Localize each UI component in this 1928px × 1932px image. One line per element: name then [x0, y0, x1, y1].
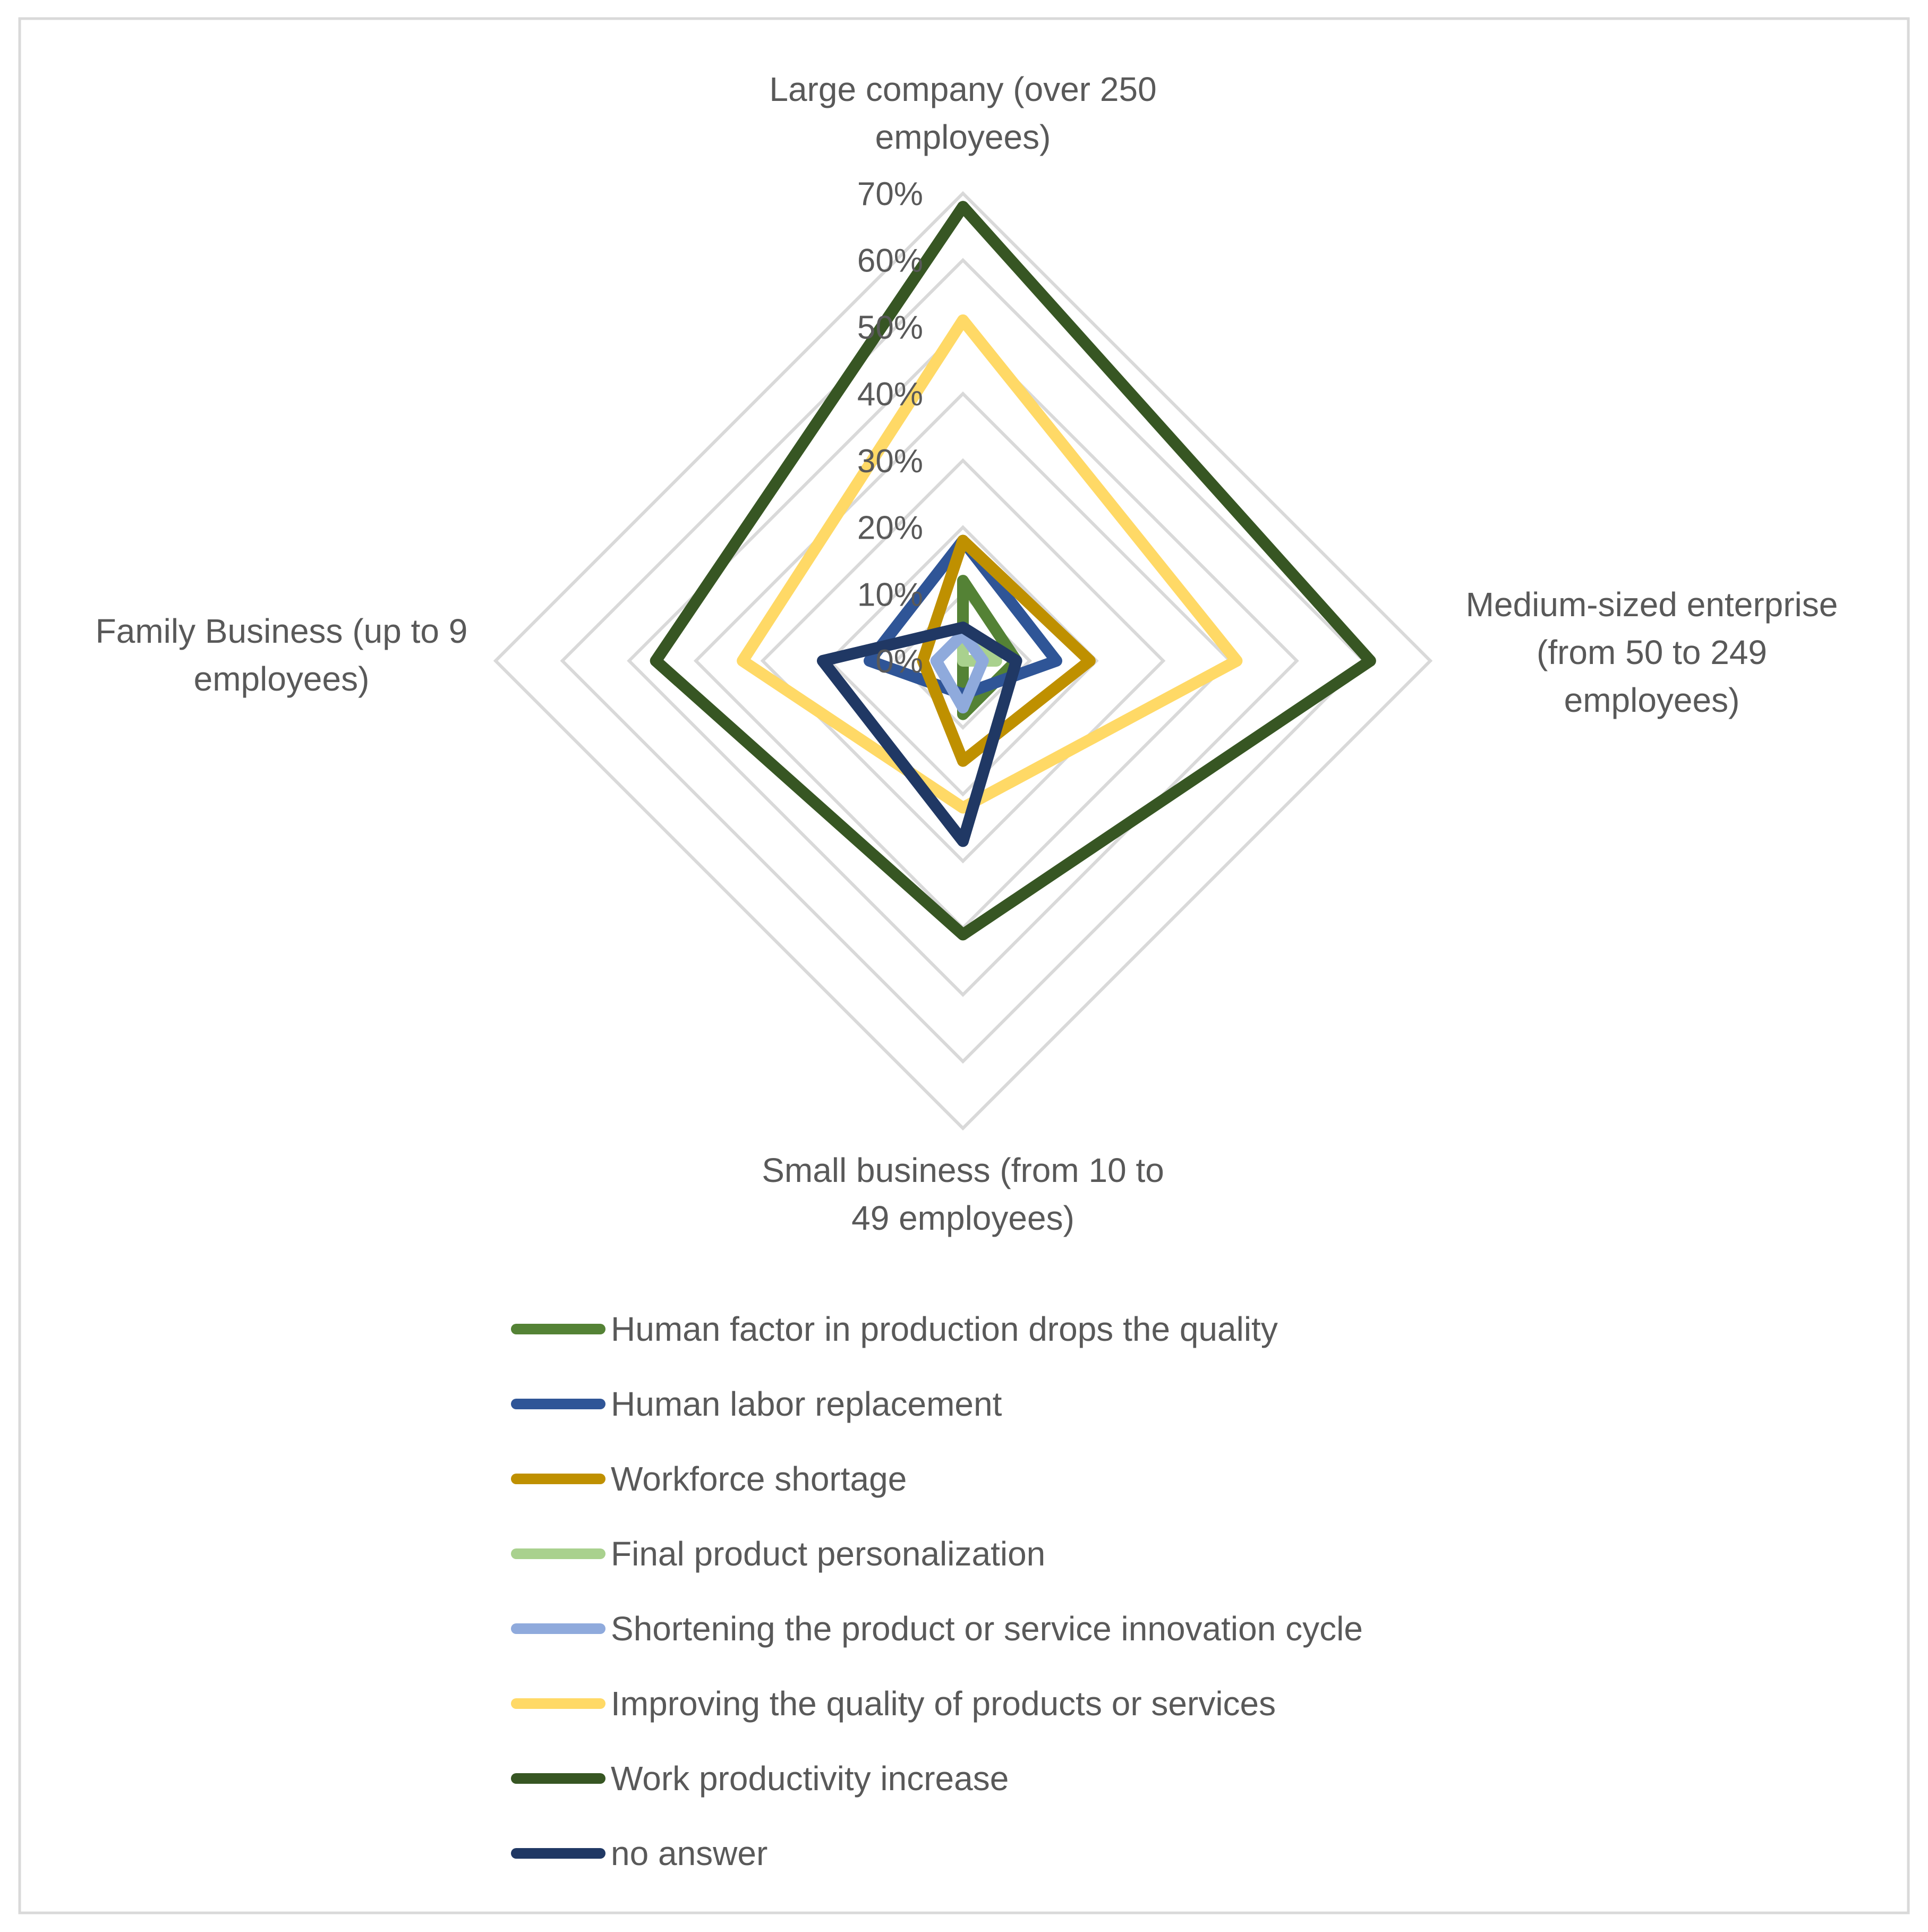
legend-label-4: Final product personalization	[611, 1535, 1046, 1573]
category-label-line: Small business (from 10 to	[762, 1151, 1164, 1189]
legend-label-1: Human factor in production drops the quality	[611, 1310, 1278, 1348]
tick-label: 10%	[857, 576, 923, 614]
legend-label-8: no answer	[611, 1834, 768, 1873]
legend-label-5: Shortening the product or service innovation cycle	[611, 1610, 1363, 1648]
legend-label-3: Workforce shortage	[611, 1460, 907, 1498]
category-label-line: 49 employees)	[851, 1199, 1074, 1237]
tick-label: 20%	[857, 509, 923, 547]
category-label-line: employees)	[1564, 681, 1740, 719]
tick-label: 60%	[857, 242, 923, 279]
category-label-line: (from 50 to 249	[1537, 633, 1767, 671]
category-label-line: Family Business (up to 9	[95, 612, 468, 650]
category-label-line: Medium-sized enterprise	[1465, 585, 1838, 624]
tick-label: 0%	[875, 643, 923, 680]
legend-label-2: Human labor replacement	[611, 1385, 1002, 1423]
legend-label-7: Work productivity increase	[611, 1759, 1009, 1798]
tick-label: 30%	[857, 442, 923, 480]
tick-label: 70%	[857, 176, 923, 212]
category-label-line: employees)	[193, 660, 370, 698]
legend-label-6: Improving the quality of products or services	[611, 1684, 1276, 1723]
tick-label: 50%	[857, 309, 923, 346]
category-label-line: Large company (over 250	[769, 70, 1157, 108]
category-label-line: employees)	[875, 118, 1051, 156]
tick-label: 40%	[857, 376, 923, 413]
